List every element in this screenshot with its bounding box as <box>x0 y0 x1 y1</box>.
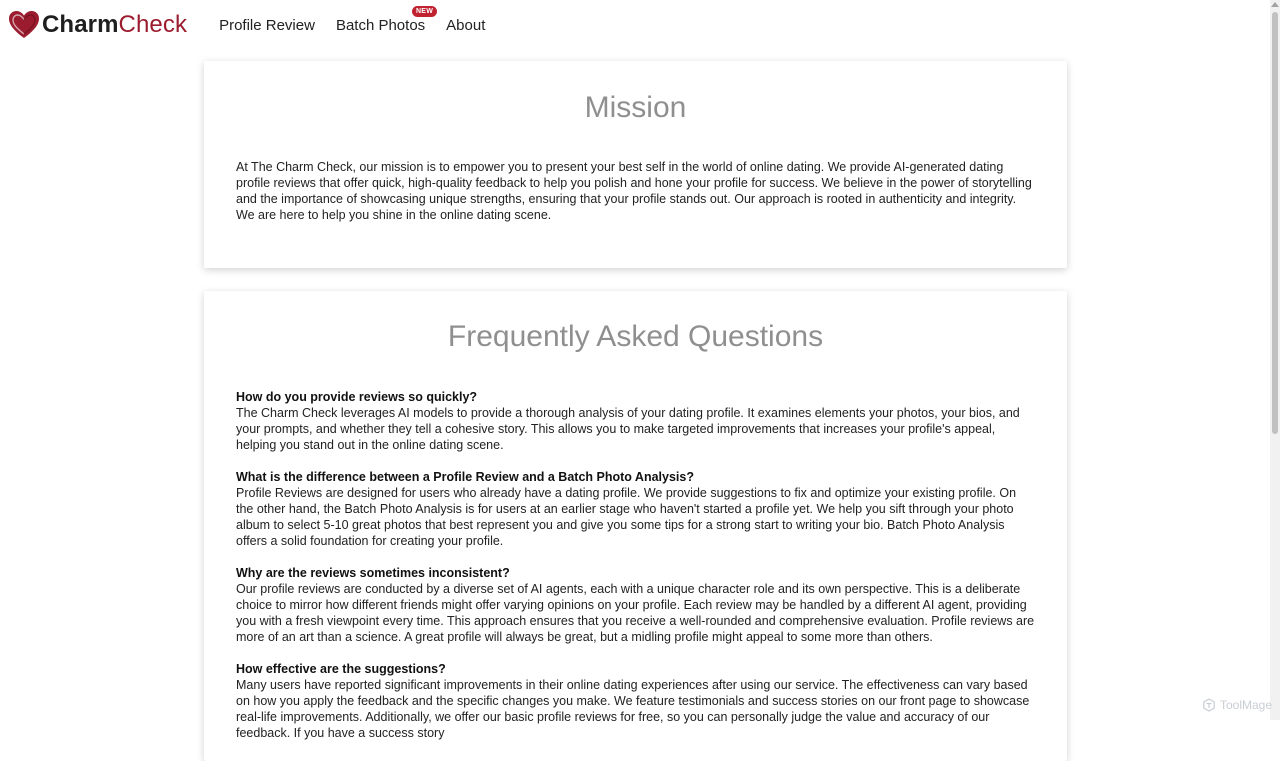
brand-name-part1: Charm <box>42 11 119 38</box>
watermark-text: ToolMage <box>1219 698 1272 712</box>
nav-profile-review[interactable]: Profile Review <box>219 16 315 34</box>
vertical-scrollbar[interactable] <box>1270 0 1280 720</box>
brand-name <box>42 13 187 37</box>
scroll-up-arrow-icon[interactable] <box>1271 2 1279 7</box>
faq-question: Why are the reviews sometimes inconsistent? <box>236 566 510 580</box>
faq-list <box>236 389 1035 741</box>
nav-batch-photos[interactable] <box>335 7 434 34</box>
new-badge: NEW <box>412 6 437 17</box>
faq-answer: The Charm Check leverages AI models to provide a thorough analysis of your dating profile. It examines elements your photos, your bios, and your prompts, and whether they tell a cohesive story. This allows you to make targeted improvements that increases your profile's appeal, helping you stand out in the online dating scene. <box>236 406 1020 452</box>
faq-card <box>204 291 1067 761</box>
nav-about[interactable]: About <box>446 16 486 34</box>
faq-item <box>236 661 1035 741</box>
faq-title: Frequently Asked Questions <box>447 320 824 353</box>
mission-body: At The Charm Check, our mission is to empower you to present your best self in the world of online dating. We provide AI-generated dating profile reviews that offer quick, high-quality feedback to help you polish and hone your profile for success. We believe in the power of storytelling and the importance of showcasing unique strengths, ensuring that your profile stands out. Our approach is rooted in authenticity and integrity. We are here to help you shine in the online dating scene. <box>236 160 1032 222</box>
watermark <box>1202 698 1272 712</box>
mission-card <box>204 61 1067 268</box>
toolmage-logo-icon <box>1202 698 1216 712</box>
brand-logo[interactable] <box>8 9 187 41</box>
faq-question: What is the difference between a Profile Review and a Batch Photo Analysis? <box>236 470 694 484</box>
brand-name-part2: Check <box>118 11 188 38</box>
heart-logo-icon <box>8 9 40 41</box>
mission-title: Mission <box>584 91 687 124</box>
scrollbar-thumb[interactable] <box>1272 12 1278 434</box>
faq-item <box>236 469 1035 549</box>
faq-question: How effective are the suggestions? <box>236 662 446 676</box>
nav-batch-photos-label: Batch Photos <box>335 16 426 34</box>
top-nav-bar <box>0 0 1270 50</box>
faq-item <box>236 389 1035 453</box>
faq-answer: Profile Reviews are designed for users who already have a dating profile. We provide suggestions to fix and optimize your existing profile. On the other hand, the Batch Photo Analysis is for users at an earlier stage who haven't started a profile yet. We help you sift through your photo album to select 5-10 great photos that best represent you and give you some tips for a strong start to writing your bio. Batch Photo Analysis offers a solid foundation for creating your profile. <box>236 486 1017 548</box>
main-nav <box>219 7 506 34</box>
faq-answer: Our profile reviews are conducted by a diverse set of AI agents, each with a unique character role and its own perspective. This is a deliberate choice to mirror how different friends might offer varying opinions on your profile. Each review may be handled by a different AI agent, providing you with a fresh viewpoint every time. This approach ensures that you receive a well-rounded and comprehensive evaluation. Profile reviews are more of an art than a science. A great profile will always be great, but a midling profile might appeal to some more than others. <box>236 582 1035 644</box>
faq-answer: Many users have reported significant improvements in their online dating experiences after using our service. The effectiveness can vary based on how you apply the feedback and the specific changes you make. We feature testimonials and success stories on our front page to showcase real-life improvements. Additionally, we offer our basic profile reviews for free, so you can personally judge the value and accuracy of our feedback. If you have a success story <box>236 678 1030 740</box>
faq-question: How do you provide reviews so quickly? <box>236 390 478 404</box>
faq-item <box>236 565 1035 645</box>
